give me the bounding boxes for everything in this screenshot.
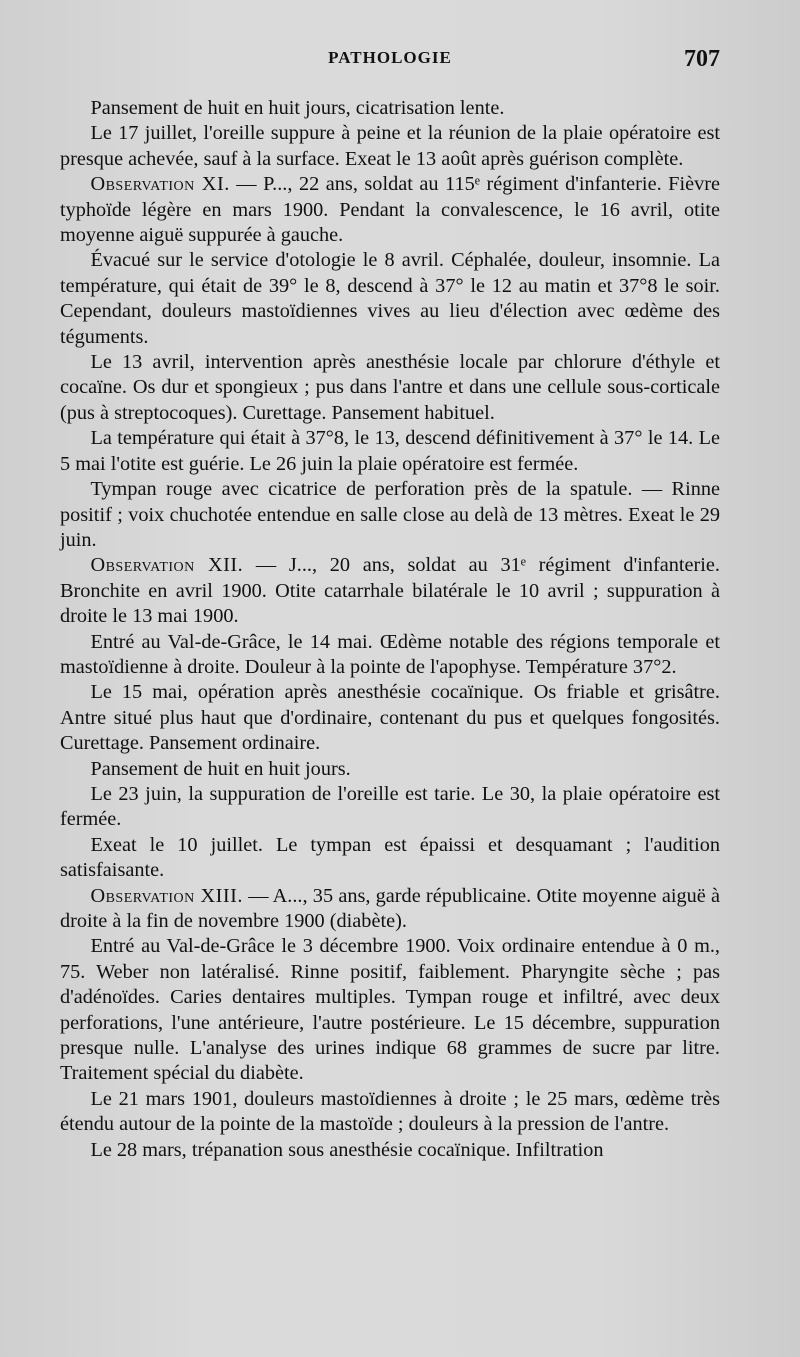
paragraph-text: Pansement de huit en huit jours.: [90, 757, 351, 780]
paragraph: [60, 96, 720, 121]
page-header: [60, 48, 720, 78]
paragraph-text: Tympan rouge avec cicatrice de perforation près de la spatule. — Rinne positif ; voix chuchotée entendue en salle close au delà de 13 mètres. Exeat le 29 juin.: [60, 478, 720, 551]
paragraph: [60, 833, 720, 884]
paragraph: [60, 121, 720, 172]
running-head: PATHOLOGIE: [328, 48, 452, 67]
paragraph-text: — P..., 22 ans, soldat au 115ᵉ régiment d'infanterie. Fièvre typhoïde légère en mars 1900. Pendant la convalescence, le 16 avril, otite moyenne aiguë suppurée à gauche.: [60, 173, 720, 247]
observation-paragraph: [60, 553, 720, 629]
paragraph: [60, 630, 720, 681]
paragraph: [60, 477, 720, 553]
paragraph-text: — J..., 20 ans, soldat au 31ᵉ régiment d'infanterie. Bronchite en avril 1900. Otite catarrhale bilatérale le 10 avril ; suppuration à droite le 13 mai 1900.: [60, 554, 720, 628]
paragraph: [60, 248, 720, 350]
paragraph: [60, 934, 720, 1086]
page-body: [60, 96, 720, 1163]
paragraph-text: Le 15 mai, opération après anesthésie cocaïnique. Os friable et grisâtre. Antre situé plus haut que d'ordinaire, contenant du pus et quelques fongosités. Curettage. Pansement ordinaire.: [60, 681, 720, 755]
paragraph-text: Entré au Val-de-Grâce, le 14 mai. Œdème notable des régions temporale et mastoïdienne à droite. Douleur à la pointe de l'apophyse. Température 37°2.: [60, 630, 720, 678]
paragraph-text: Le 13 avril, intervention après anesthésie locale par chlorure d'éthyle et cocaïne. Os dur et spongieux ; pus dans l'antre et dans une cellule sous-corticale (pus à streptocoques). Curettage. Pansement habituel.: [60, 351, 720, 424]
paragraph-text: Le 17 juillet, l'oreille suppure à peine et la réunion de la plaie opératoire est presque achevée, sauf à la surface. Exeat le 13 août après guérison complète.: [60, 122, 720, 170]
paragraph-text: La température qui était à 37°8, le 13, descend définitivement à 37° le 14. Le 5 mai l'otite est guérie. Le 26 juin la plaie opératoire est fermée.: [60, 427, 720, 475]
observation-paragraph: [60, 884, 720, 935]
observation-label: Observation XII.: [90, 554, 244, 577]
paragraph: [60, 350, 720, 426]
paragraph: [60, 680, 720, 756]
paragraph-text: — A..., 35 ans, garde républicaine. Otite moyenne aiguë à droite à la fin de novembre 1900 (diabète).: [60, 884, 720, 932]
paragraph: [60, 1138, 720, 1163]
observation-label: Observation XIII.: [90, 884, 243, 907]
paragraph: [60, 782, 720, 833]
observation-label: Observation XI.: [90, 173, 230, 196]
page-number: 707: [684, 46, 720, 72]
paragraph: [60, 757, 720, 782]
paragraph-text: Le 28 mars, trépanation sous anesthésie cocaïnique. Infiltration: [90, 1138, 604, 1161]
paragraph-text: Exeat le 10 juillet. Le tympan est épaissi et desquamant ; l'audition satisfaisante.: [60, 833, 720, 882]
paragraph-text: Le 23 juin, la suppuration de l'oreille est tarie. Le 30, la plaie opératoire est fermée.: [60, 782, 720, 831]
paragraph-text: Pansement de huit en huit jours, cicatrisation lente.: [90, 97, 505, 119]
observation-paragraph: [60, 172, 720, 248]
paragraph-text: Le 21 mars 1901, douleurs mastoïdiennes à droite ; le 25 mars, œdème très étendu autour de la pointe de la mastoïde ; douleurs à la pression de l'antre.: [60, 1087, 720, 1136]
paragraph-text: Entré au Val-de-Grâce le 3 décembre 1900. Voix ordinaire entendue à 0 m., 75. Weber non latéralisé. Rinne positif, faiblement. Pharyngite sèche ; pas d'adénoïdes. Caries dentaires multiples. Tympan rouge et infiltré, avec deux perforations, l'une antérieure, l'autre postérieure. Le 15 décembre, suppuration presque nulle. L'analyse des urines indique 68 grammes de sucre par litre. Traitement spécial du diabète.: [60, 935, 720, 1085]
paragraph: [60, 426, 720, 477]
paragraph: [60, 1087, 720, 1138]
paragraph-text: Évacué sur le service d'otologie le 8 avril. Céphalée, douleur, insomnie. La température, qui était de 39° le 8, descend à 37° le 12 au matin et 37°8 le soir. Cependant, douleurs mastoïdiennes vives au lieu d'élection avec œdème des téguments.: [60, 249, 720, 348]
